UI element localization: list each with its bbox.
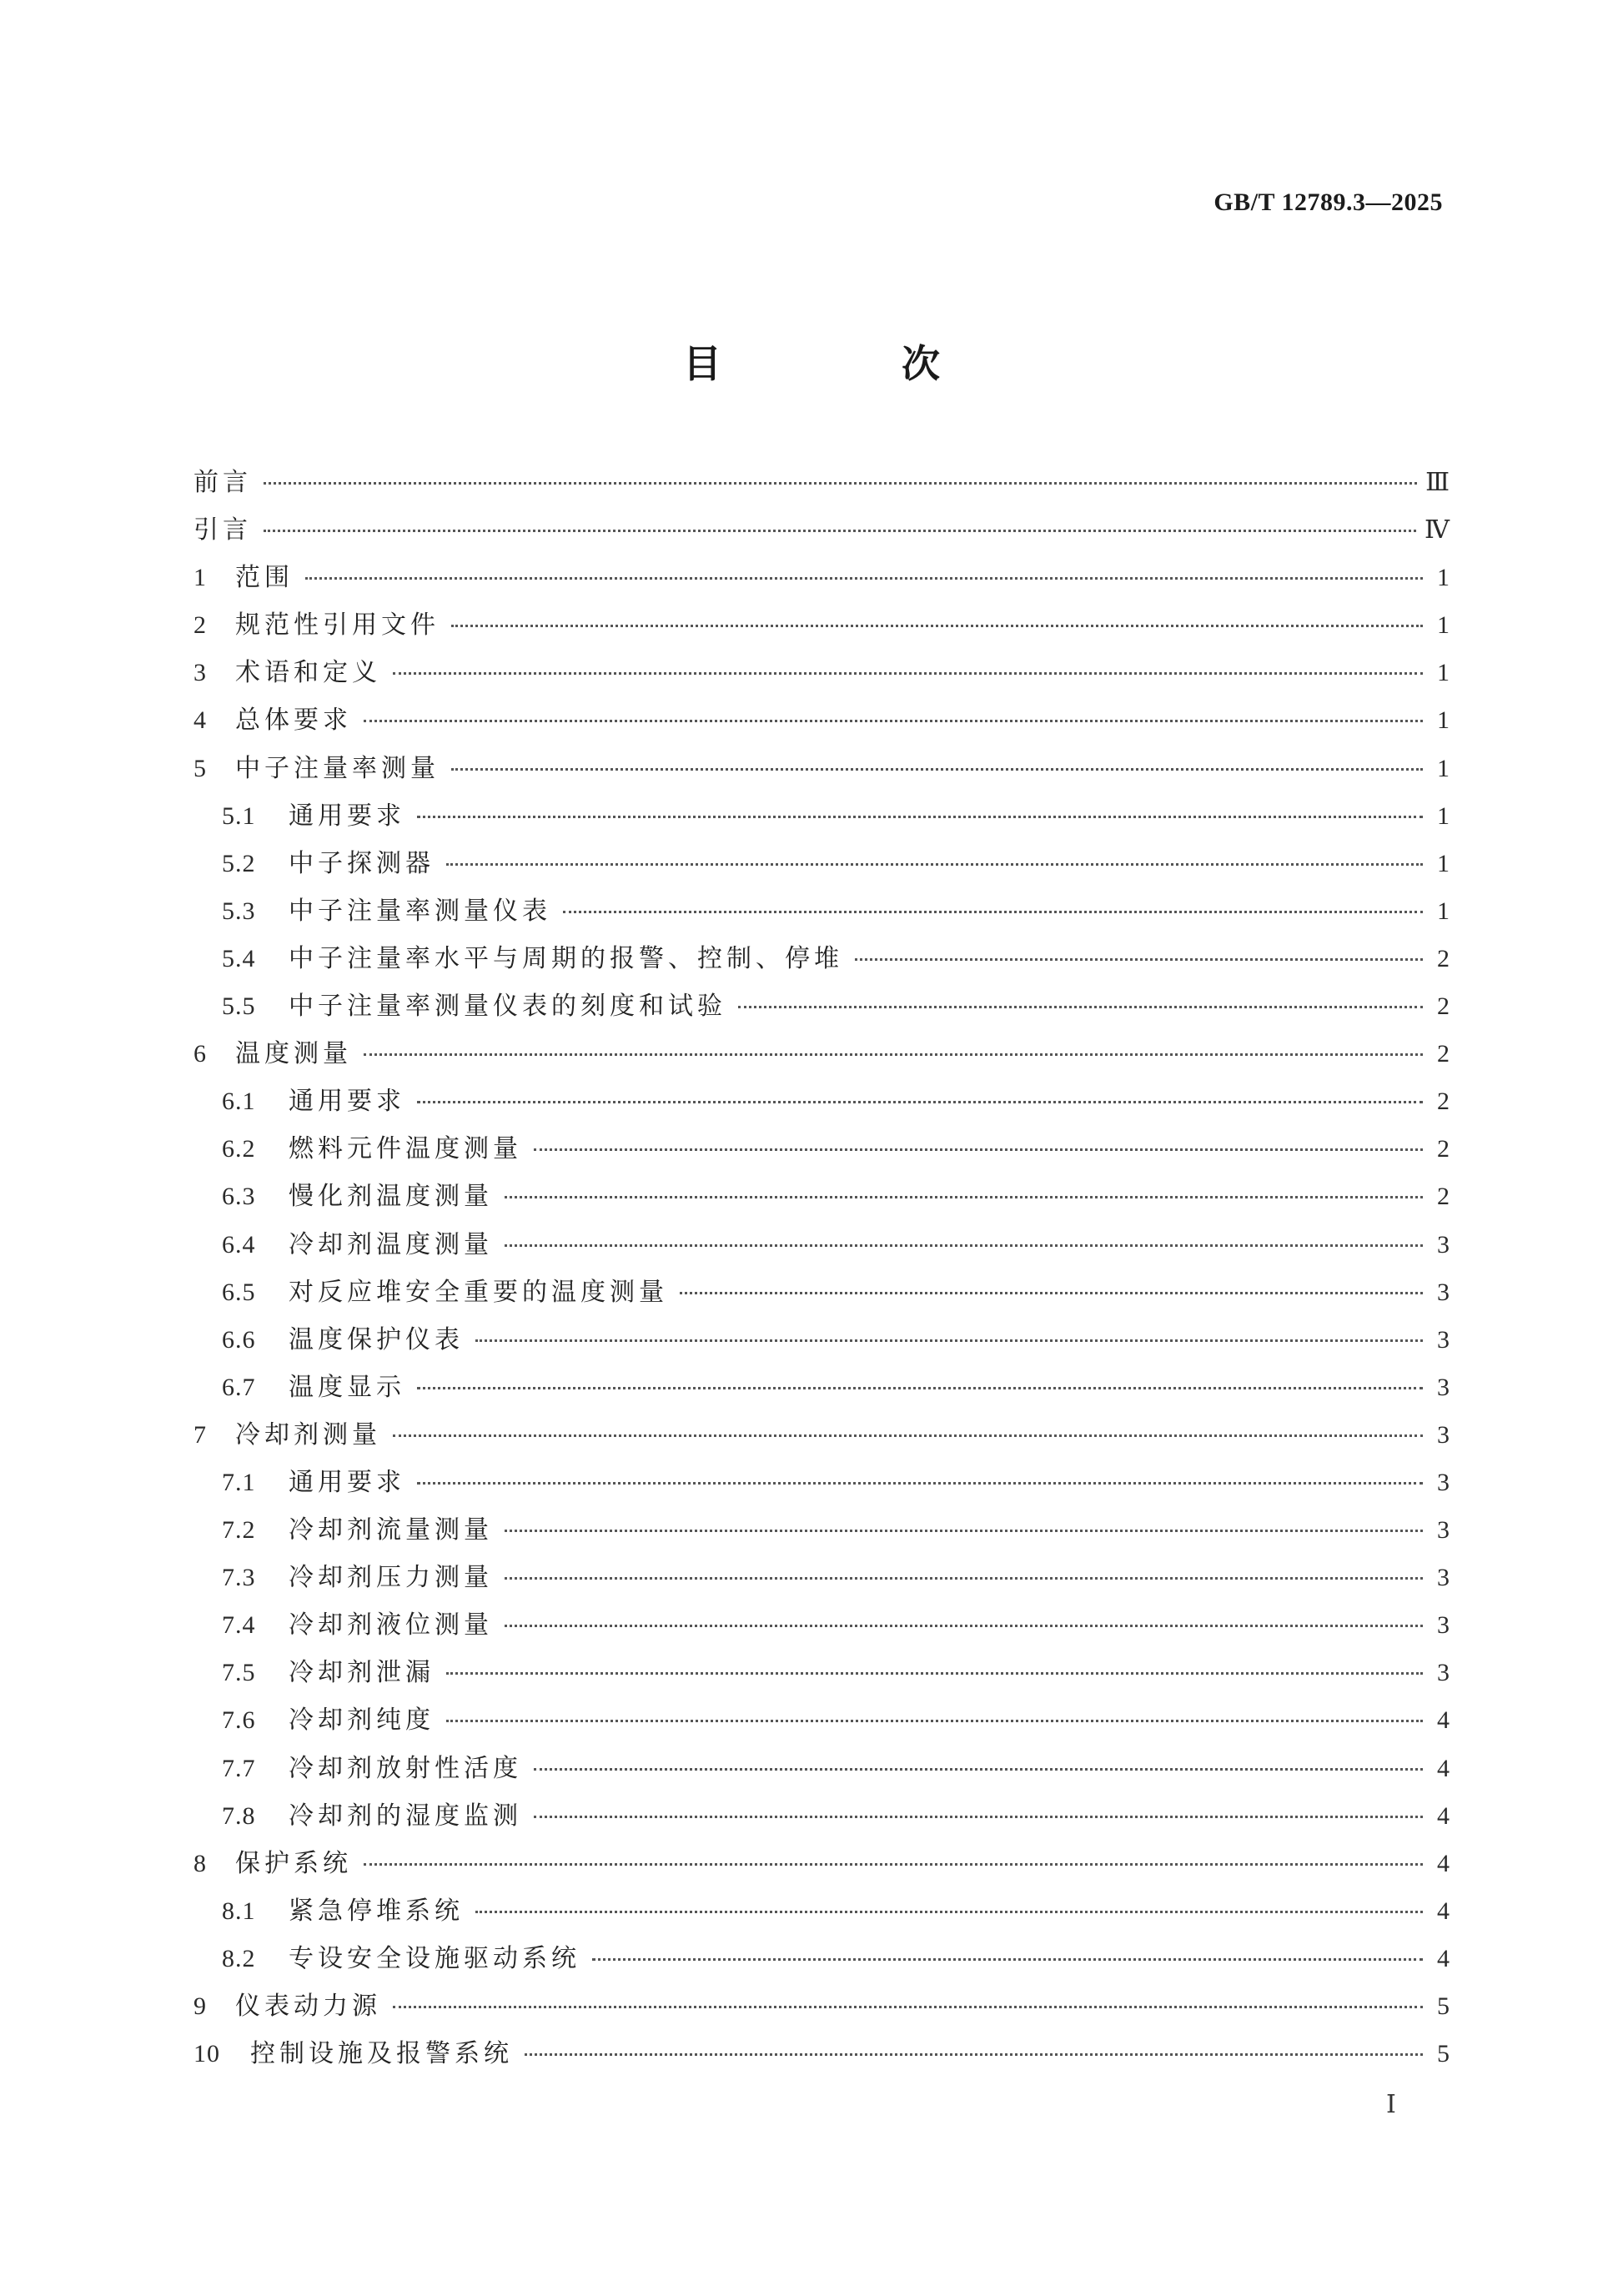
- toc-entry-label: 冷却剂温度测量: [289, 1229, 493, 1259]
- toc-entry[interactable]: [193, 651, 1450, 699]
- toc-entry-number: 6.2: [222, 1135, 256, 1163]
- document-code: GB/T 12789.3—2025: [1213, 188, 1443, 216]
- toc-dot-leader: [417, 816, 1423, 818]
- toc-dot-leader: [534, 1768, 1423, 1771]
- toc-entry-page: 4: [1437, 1706, 1450, 1735]
- toc-entry-label: 专设安全设施驱动系统: [289, 1943, 580, 1973]
- toc-entry-page: 4: [1437, 1801, 1450, 1830]
- toc-dot-leader: [451, 625, 1423, 627]
- toc-entry[interactable]: [193, 461, 1450, 509]
- toc-entry-label: 慢化剂温度测量: [289, 1182, 493, 1212]
- toc-dot-leader: [505, 1530, 1423, 1532]
- toc-dot-leader: [305, 577, 1423, 580]
- toc-dot-leader: [417, 1482, 1423, 1485]
- toc-entry-label: 冷却剂放射性活度: [289, 1753, 522, 1783]
- toc-dot-leader: [393, 672, 1423, 675]
- toc-entry-page: 4: [1437, 1944, 1450, 1972]
- toc-dot-leader: [364, 1053, 1423, 1056]
- toc-entry[interactable]: [193, 1080, 1450, 1128]
- toc-entry-label: 通用要求: [289, 801, 405, 831]
- toc-entry[interactable]: [193, 842, 1450, 890]
- toc-entry-page: 2: [1437, 1088, 1450, 1116]
- toc-entry-number: 9: [193, 1992, 207, 2020]
- toc-entry[interactable]: [193, 1175, 1450, 1223]
- toc-entry-label: 术语和定义: [235, 658, 381, 688]
- toc-entry-number: 7: [193, 1420, 207, 1449]
- toc-entry-number: 5.4: [222, 944, 256, 972]
- toc-entry-label: 温度测量: [235, 1039, 352, 1069]
- toc-entry-label: 中子注量率测量仪表的刻度和试验: [289, 992, 726, 1022]
- toc-entry-page: Ⅳ: [1425, 516, 1450, 545]
- toc-entry-label: 规范性引用文件: [235, 610, 440, 641]
- toc-entry-page: 2: [1437, 944, 1450, 972]
- toc-entry[interactable]: [193, 556, 1450, 604]
- toc-entry-label: 对反应堆安全重要的温度测量: [289, 1277, 668, 1307]
- toc-dot-leader: [592, 1958, 1423, 1961]
- toc-entry[interactable]: [193, 1461, 1450, 1509]
- toc-entry-number: 7.5: [222, 1659, 256, 1687]
- toc-entry[interactable]: [193, 1223, 1450, 1271]
- toc-entry-label: 紧急停堆系统: [289, 1896, 464, 1926]
- toc-entry[interactable]: [193, 1795, 1450, 1842]
- toc-entry-page: 3: [1437, 1516, 1450, 1545]
- toc-entry[interactable]: [193, 1414, 1450, 1461]
- toc-entry[interactable]: [193, 1271, 1450, 1319]
- toc-entry-page: 1: [1437, 706, 1450, 735]
- toc-entry-number: 3: [193, 659, 207, 687]
- toc-entry-label: 中子注量率水平与周期的报警、控制、停堆: [289, 943, 843, 973]
- toc-entry-label: 总体要求: [235, 706, 352, 736]
- toc-entry[interactable]: [193, 1651, 1450, 1699]
- toc-entry-label: 通用要求: [289, 1087, 405, 1117]
- page-title: 目 次: [682, 341, 1023, 386]
- toc-entry-page: 1: [1437, 754, 1450, 782]
- toc-entry[interactable]: [193, 1937, 1450, 1985]
- toc-entry-label: 冷却剂泄漏: [289, 1658, 435, 1688]
- toc-entry-label: 冷却剂的湿度监测: [289, 1801, 522, 1831]
- toc-dot-leader: [417, 1387, 1423, 1389]
- toc-entry[interactable]: [193, 1604, 1450, 1651]
- toc-entry-label: 通用要求: [289, 1467, 405, 1497]
- toc-entry[interactable]: [193, 699, 1450, 746]
- toc-entry-number: 1: [193, 564, 207, 592]
- toc-dot-leader: [264, 482, 1417, 485]
- toc-entry[interactable]: [193, 747, 1450, 795]
- toc-entry-number: 6.5: [222, 1278, 256, 1306]
- toc-entry-page: 5: [1437, 2040, 1450, 2068]
- toc-dot-leader: [417, 1101, 1423, 1103]
- toc-entry-number: 10: [193, 2040, 220, 2068]
- toc-dot-leader: [446, 1672, 1423, 1675]
- toc-entry-page: 4: [1437, 1849, 1450, 1877]
- toc-entry-page: 2: [1437, 992, 1450, 1021]
- toc-entry[interactable]: [193, 1842, 1450, 1890]
- toc-dot-leader: [563, 911, 1423, 913]
- toc-entry-page: 1: [1437, 849, 1450, 877]
- table-of-contents: [193, 461, 1450, 2080]
- toc-entry-label: 中子探测器: [289, 848, 435, 878]
- toc-entry-number: 5.1: [222, 801, 256, 830]
- toc-entry-page: 1: [1437, 801, 1450, 830]
- toc-dot-leader: [393, 2006, 1423, 2008]
- toc-entry-number: 4: [193, 706, 207, 735]
- toc-entry-number: 7.2: [222, 1516, 256, 1545]
- toc-entry-number: 8: [193, 1849, 207, 1877]
- toc-entry[interactable]: [193, 985, 1450, 1032]
- toc-entry-number: 5.5: [222, 992, 256, 1021]
- toc-entry-number: 6: [193, 1040, 207, 1068]
- toc-entry-label: 冷却剂液位测量: [289, 1610, 493, 1640]
- toc-entry-number: 7.7: [222, 1754, 256, 1782]
- toc-entry[interactable]: [193, 1032, 1450, 1080]
- toc-entry[interactable]: [193, 937, 1450, 985]
- toc-entry-label: 仪表动力源: [235, 1992, 381, 2021]
- toc-entry-page: 1: [1437, 897, 1450, 925]
- toc-entry[interactable]: [193, 604, 1450, 651]
- toc-entry[interactable]: [193, 1747, 1450, 1795]
- toc-dot-leader: [505, 1625, 1423, 1627]
- toc-entry-page: 3: [1437, 1230, 1450, 1259]
- toc-entry[interactable]: [193, 509, 1450, 556]
- toc-dot-leader: [534, 1816, 1423, 1818]
- toc-entry-label: 中子注量率测量仪表: [289, 896, 551, 926]
- toc-entry-page: 2: [1437, 1135, 1450, 1163]
- toc-entry-label: 前言: [193, 468, 252, 497]
- toc-entry-page: 4: [1437, 1897, 1450, 1925]
- toc-dot-leader: [534, 1148, 1423, 1151]
- toc-dot-leader: [738, 1006, 1423, 1008]
- toc-dot-leader: [475, 1339, 1423, 1342]
- toc-dot-leader: [264, 530, 1416, 532]
- toc-entry-label: 冷却剂流量测量: [289, 1515, 493, 1545]
- toc-entry-page: 3: [1437, 1659, 1450, 1687]
- toc-entry-label: 温度显示: [289, 1372, 405, 1402]
- toc-entry[interactable]: [193, 1319, 1450, 1366]
- toc-entry-page: 5: [1437, 1992, 1450, 2020]
- toc-entry-number: 5.2: [222, 849, 256, 877]
- toc-entry-number: 6.3: [222, 1183, 256, 1211]
- toc-entry[interactable]: [193, 1128, 1450, 1175]
- toc-dot-leader: [475, 1911, 1423, 1913]
- toc-entry-page: 3: [1437, 1373, 1450, 1401]
- toc-entry-page: 3: [1437, 1611, 1450, 1640]
- toc-entry[interactable]: [193, 795, 1450, 842]
- toc-dot-leader: [446, 1720, 1423, 1722]
- toc-dot-leader: [525, 2053, 1423, 2056]
- toc-entry-page: 3: [1437, 1564, 1450, 1592]
- toc-entry-label: 冷却剂测量: [235, 1419, 381, 1449]
- toc-entry-page: 4: [1437, 1754, 1450, 1782]
- toc-entry-number: 6.4: [222, 1230, 256, 1259]
- toc-entry-number: 7.3: [222, 1564, 256, 1592]
- toc-entry-number: 6.7: [222, 1373, 256, 1401]
- toc-entry[interactable]: [193, 1890, 1450, 1937]
- toc-entry-page: 2: [1437, 1183, 1450, 1211]
- toc-dot-leader: [364, 720, 1423, 722]
- toc-entry-page: 3: [1437, 1278, 1450, 1306]
- toc-dot-leader: [505, 1196, 1423, 1198]
- page-number: Ⅰ: [1386, 2091, 1396, 2118]
- toc-entry-label: 保护系统: [235, 1848, 352, 1878]
- toc-entry-label: 范围: [235, 563, 294, 593]
- toc-entry-number: 6.6: [222, 1325, 256, 1354]
- toc-entry-number: 7.4: [222, 1611, 256, 1640]
- toc-entry-label: 引言: [193, 515, 252, 545]
- toc-entry-number: 7.6: [222, 1706, 256, 1735]
- toc-dot-leader: [446, 863, 1423, 866]
- toc-dot-leader: [505, 1244, 1423, 1247]
- toc-dot-leader: [505, 1577, 1423, 1580]
- toc-entry-page: 2: [1437, 1040, 1450, 1068]
- toc-entry-page: 1: [1437, 564, 1450, 592]
- toc-entry-number: 2: [193, 611, 207, 640]
- toc-entry-page: 1: [1437, 611, 1450, 640]
- toc-entry-label: 冷却剂压力测量: [289, 1563, 493, 1593]
- toc-entry-page: 3: [1437, 1468, 1450, 1496]
- toc-dot-leader: [855, 958, 1423, 961]
- toc-entry-label: 冷却剂纯度: [289, 1706, 435, 1736]
- toc-entry-label: 中子注量率测量: [235, 753, 440, 783]
- toc-entry-label: 温度保护仪表: [289, 1324, 464, 1354]
- toc-entry-page: 3: [1437, 1420, 1450, 1449]
- toc-entry[interactable]: [193, 1509, 1450, 1556]
- toc-entry-page: 1: [1437, 659, 1450, 687]
- toc-dot-leader: [451, 768, 1423, 771]
- toc-dot-leader: [393, 1434, 1423, 1437]
- toc-entry-label: 控制设施及报警系统: [250, 2039, 513, 2069]
- toc-entry-number: 7.8: [222, 1801, 256, 1830]
- toc-entry-number: 5.3: [222, 897, 256, 925]
- toc-entry[interactable]: [193, 1699, 1450, 1746]
- toc-entry[interactable]: [193, 2032, 1450, 2080]
- toc-entry-number: 5: [193, 754, 207, 782]
- toc-entry-page: Ⅲ: [1425, 469, 1450, 496]
- toc-entry-number: 8.1: [222, 1897, 256, 1925]
- toc-entry-number: 6.1: [222, 1088, 256, 1116]
- toc-entry[interactable]: [193, 1985, 1450, 2032]
- toc-entry-number: 7.1: [222, 1468, 256, 1496]
- toc-dot-leader: [364, 1863, 1423, 1866]
- toc-dot-leader: [680, 1292, 1423, 1294]
- toc-entry[interactable]: [193, 1556, 1450, 1604]
- toc-entry[interactable]: [193, 890, 1450, 937]
- toc-entry[interactable]: [193, 1366, 1450, 1414]
- toc-entry-number: 8.2: [222, 1944, 256, 1972]
- toc-entry-label: 燃料元件温度测量: [289, 1134, 522, 1164]
- toc-entry-page: 3: [1437, 1325, 1450, 1354]
